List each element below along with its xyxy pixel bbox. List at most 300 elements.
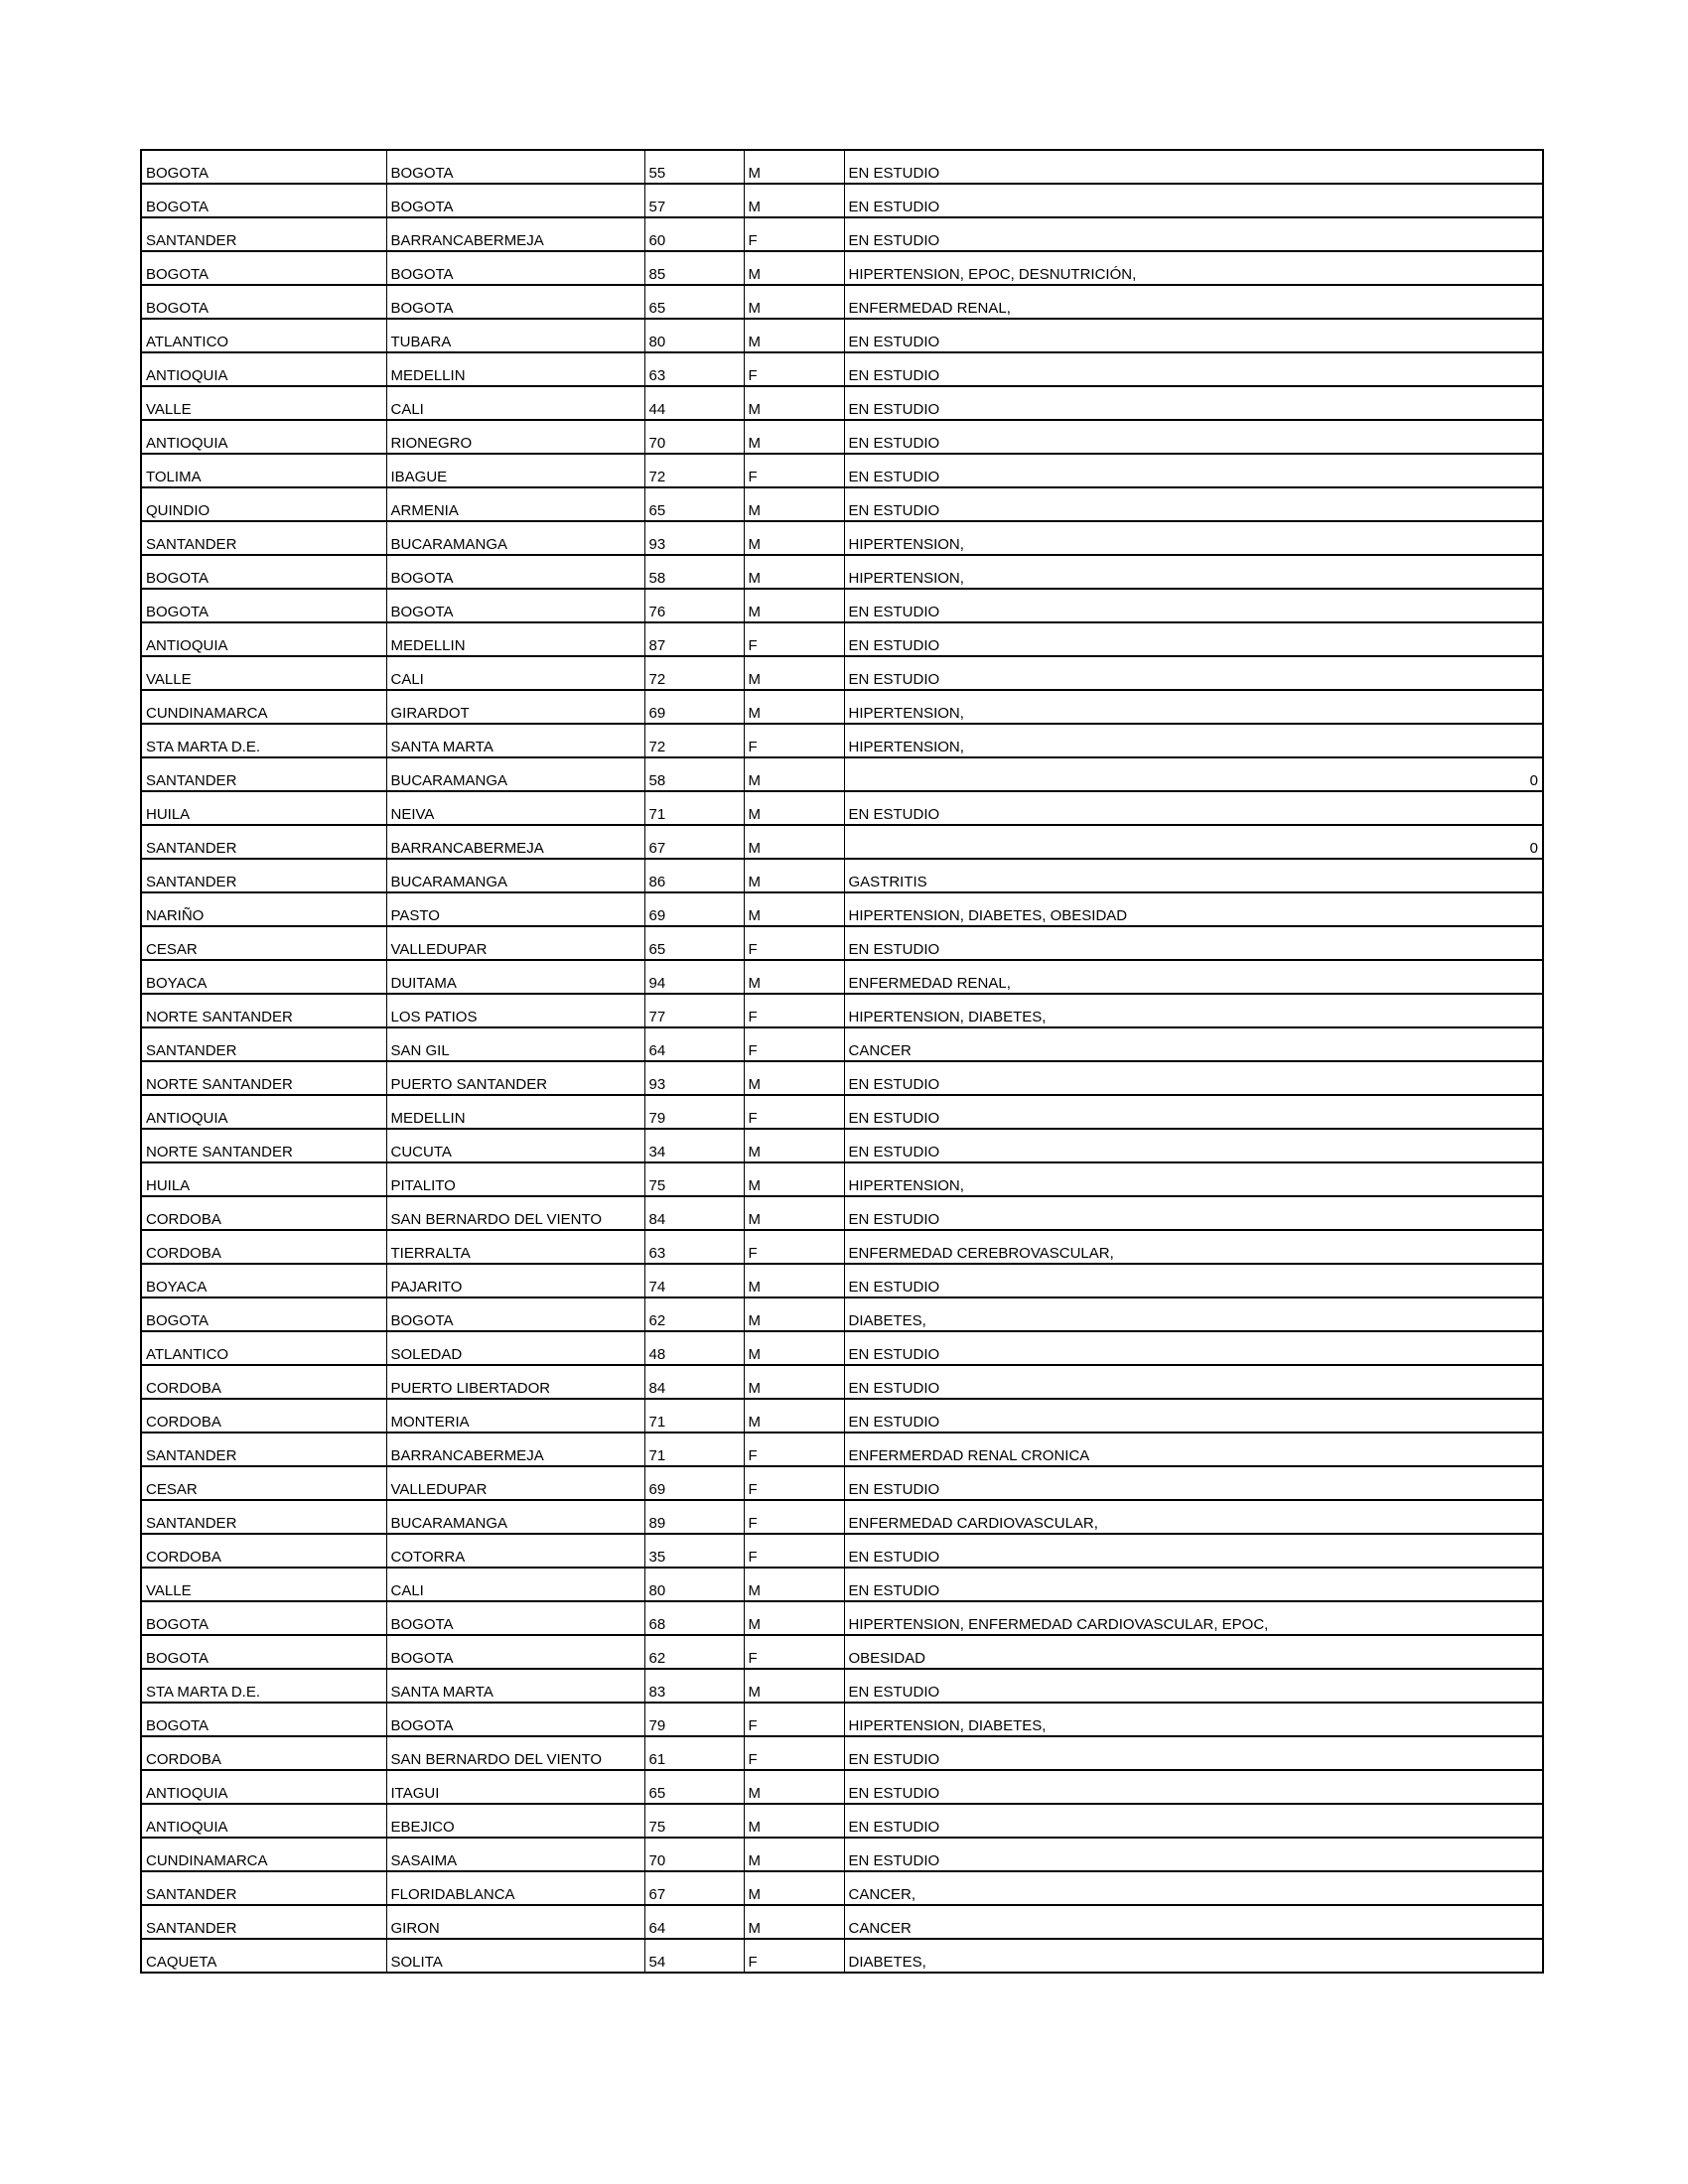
comorbidity-cell: EN ESTUDIO [844, 1061, 1543, 1095]
municipality-cell: TIERRALTA [386, 1230, 644, 1264]
age-cell: 71 [644, 1399, 744, 1433]
municipality-cell: FLORIDABLANCA [386, 1871, 644, 1905]
municipality-cell: SASAIMA [386, 1838, 644, 1871]
table-row [141, 420, 1543, 454]
table-row [141, 1230, 1543, 1264]
sex-cell: M [744, 420, 844, 454]
comorbidity-cell: ENFERMEDAD CARDIOVASCULAR, [844, 1500, 1543, 1534]
department-cell: SANTANDER [141, 1433, 386, 1466]
age-cell: 63 [644, 1230, 744, 1264]
comorbidity-cell: 0 [844, 757, 1543, 791]
department-cell: BOGOTA [141, 251, 386, 285]
municipality-cell: MEDELLIN [386, 622, 644, 656]
sex-cell: M [744, 1871, 844, 1905]
comorbidity-cell: EN ESTUDIO [844, 1568, 1543, 1601]
table-row [141, 960, 1543, 994]
department-cell: ANTIOQUIA [141, 1804, 386, 1838]
department-cell: CORDOBA [141, 1196, 386, 1230]
table-row [141, 994, 1543, 1027]
department-cell: BOGOTA [141, 150, 386, 184]
age-cell: 84 [644, 1365, 744, 1399]
sex-cell: M [744, 1331, 844, 1365]
comorbidity-cell: ENFERMEDAD CEREBROVASCULAR, [844, 1230, 1543, 1264]
department-cell: BOGOTA [141, 1635, 386, 1669]
sex-cell: M [744, 1399, 844, 1433]
sex-cell: M [744, 1297, 844, 1331]
department-cell: STA MARTA D.E. [141, 1669, 386, 1703]
table-row [141, 1703, 1543, 1736]
comorbidity-cell: GASTRITIS [844, 859, 1543, 892]
age-cell: 65 [644, 1770, 744, 1804]
age-cell: 34 [644, 1129, 744, 1162]
municipality-cell: TUBARA [386, 319, 644, 352]
sex-cell: F [744, 724, 844, 757]
age-cell: 44 [644, 386, 744, 420]
table-body [141, 150, 1543, 1973]
sex-cell: M [744, 1196, 844, 1230]
sex-cell: F [744, 1534, 844, 1568]
table-row [141, 1905, 1543, 1939]
age-cell: 79 [644, 1703, 744, 1736]
table-row [141, 386, 1543, 420]
age-cell: 93 [644, 521, 744, 555]
comorbidity-cell: CANCER [844, 1905, 1543, 1939]
sex-cell: M [744, 1568, 844, 1601]
sex-cell: M [744, 825, 844, 859]
table-row [141, 1601, 1543, 1635]
municipality-cell: GIRARDOT [386, 690, 644, 724]
table-row [141, 1534, 1543, 1568]
department-cell: ANTIOQUIA [141, 420, 386, 454]
municipality-cell: PAJARITO [386, 1264, 644, 1297]
table-row [141, 589, 1543, 622]
table-row [141, 1500, 1543, 1534]
department-cell: HUILA [141, 1162, 386, 1196]
comorbidity-cell: ENFERMERDAD RENAL CRONICA [844, 1433, 1543, 1466]
municipality-cell: SOLEDAD [386, 1331, 644, 1365]
age-cell: 64 [644, 1905, 744, 1939]
comorbidity-cell: HIPERTENSION, EPOC, DESNUTRICIÓN, [844, 251, 1543, 285]
comorbidity-cell: HIPERTENSION, [844, 521, 1543, 555]
comorbidity-cell: EN ESTUDIO [844, 1804, 1543, 1838]
comorbidity-cell: EN ESTUDIO [844, 1399, 1543, 1433]
department-cell: QUINDIO [141, 487, 386, 521]
age-cell: 72 [644, 454, 744, 487]
age-cell: 70 [644, 1838, 744, 1871]
municipality-cell: PUERTO SANTANDER [386, 1061, 644, 1095]
municipality-cell: BOGOTA [386, 150, 644, 184]
sex-cell: F [744, 1433, 844, 1466]
age-cell: 72 [644, 724, 744, 757]
age-cell: 62 [644, 1635, 744, 1669]
table-row [141, 1095, 1543, 1129]
department-cell: CESAR [141, 1466, 386, 1500]
department-cell: SANTANDER [141, 859, 386, 892]
department-cell: VALLE [141, 386, 386, 420]
municipality-cell: CUCUTA [386, 1129, 644, 1162]
age-cell: 35 [644, 1534, 744, 1568]
department-cell: SANTANDER [141, 825, 386, 859]
municipality-cell: BUCARAMANGA [386, 521, 644, 555]
table-row [141, 150, 1543, 184]
table-row [141, 319, 1543, 352]
sex-cell: M [744, 386, 844, 420]
comorbidity-cell: EN ESTUDIO [844, 150, 1543, 184]
sex-cell: M [744, 1365, 844, 1399]
municipality-cell: BOGOTA [386, 251, 644, 285]
age-cell: 80 [644, 1568, 744, 1601]
municipality-cell: MEDELLIN [386, 352, 644, 386]
table-row [141, 1939, 1543, 1973]
table-row [141, 454, 1543, 487]
sex-cell: M [744, 1162, 844, 1196]
age-cell: 61 [644, 1736, 744, 1770]
municipality-cell: SAN BERNARDO DEL VIENTO [386, 1736, 644, 1770]
sex-cell: M [744, 690, 844, 724]
municipality-cell: BOGOTA [386, 184, 644, 217]
department-cell: BOGOTA [141, 1601, 386, 1635]
age-cell: 74 [644, 1264, 744, 1297]
table-row [141, 1568, 1543, 1601]
table-row [141, 1129, 1543, 1162]
comorbidity-cell: EN ESTUDIO [844, 1736, 1543, 1770]
age-cell: 86 [644, 859, 744, 892]
table-row [141, 1061, 1543, 1095]
department-cell: ANTIOQUIA [141, 352, 386, 386]
age-cell: 70 [644, 420, 744, 454]
age-cell: 67 [644, 1871, 744, 1905]
municipality-cell: MONTERIA [386, 1399, 644, 1433]
department-cell: NORTE SANTANDER [141, 994, 386, 1027]
age-cell: 75 [644, 1804, 744, 1838]
sex-cell: M [744, 285, 844, 319]
municipality-cell: BOGOTA [386, 1601, 644, 1635]
department-cell: NARIÑO [141, 892, 386, 926]
age-cell: 58 [644, 757, 744, 791]
municipality-cell: EBEJICO [386, 1804, 644, 1838]
age-cell: 72 [644, 656, 744, 690]
municipality-cell: BARRANCABERMEJA [386, 1433, 644, 1466]
table-row [141, 724, 1543, 757]
table-row [141, 1466, 1543, 1500]
sex-cell: F [744, 1703, 844, 1736]
sex-cell: F [744, 1939, 844, 1973]
comorbidity-cell: EN ESTUDIO [844, 791, 1543, 825]
department-cell: NORTE SANTANDER [141, 1129, 386, 1162]
age-cell: 65 [644, 487, 744, 521]
department-cell: CORDOBA [141, 1365, 386, 1399]
municipality-cell: SANTA MARTA [386, 724, 644, 757]
sex-cell: M [744, 1838, 844, 1871]
sex-cell: M [744, 791, 844, 825]
sex-cell: M [744, 859, 844, 892]
department-cell: CORDOBA [141, 1534, 386, 1568]
age-cell: 63 [644, 352, 744, 386]
age-cell: 83 [644, 1669, 744, 1703]
sex-cell: M [744, 1669, 844, 1703]
sex-cell: M [744, 150, 844, 184]
age-cell: 68 [644, 1601, 744, 1635]
comorbidity-cell: DIABETES, [844, 1939, 1543, 1973]
comorbidity-cell: 0 [844, 825, 1543, 859]
age-cell: 87 [644, 622, 744, 656]
municipality-cell: BOGOTA [386, 285, 644, 319]
age-cell: 48 [644, 1331, 744, 1365]
sex-cell: M [744, 319, 844, 352]
department-cell: BOGOTA [141, 555, 386, 589]
comorbidity-cell: EN ESTUDIO [844, 1770, 1543, 1804]
department-cell: VALLE [141, 1568, 386, 1601]
table-row [141, 1871, 1543, 1905]
comorbidity-cell: EN ESTUDIO [844, 1838, 1543, 1871]
sex-cell: M [744, 892, 844, 926]
age-cell: 71 [644, 791, 744, 825]
department-cell: BOGOTA [141, 589, 386, 622]
table-row [141, 521, 1543, 555]
table-row [141, 1399, 1543, 1433]
sex-cell: F [744, 454, 844, 487]
table-row [141, 1770, 1543, 1804]
sex-cell: F [744, 352, 844, 386]
sex-cell: M [744, 1061, 844, 1095]
department-cell: STA MARTA D.E. [141, 724, 386, 757]
municipality-cell: BUCARAMANGA [386, 859, 644, 892]
municipality-cell: ITAGUI [386, 1770, 644, 1804]
comorbidity-cell: EN ESTUDIO [844, 1365, 1543, 1399]
table-row [141, 1027, 1543, 1061]
municipality-cell: DUITAMA [386, 960, 644, 994]
age-cell: 65 [644, 285, 744, 319]
comorbidity-cell: EN ESTUDIO [844, 926, 1543, 960]
comorbidity-cell: EN ESTUDIO [844, 352, 1543, 386]
department-cell: ANTIOQUIA [141, 1095, 386, 1129]
table-row [141, 1669, 1543, 1703]
comorbidity-cell: ENFERMEDAD RENAL, [844, 960, 1543, 994]
age-cell: 60 [644, 217, 744, 251]
sex-cell: F [744, 1027, 844, 1061]
municipality-cell: CALI [386, 386, 644, 420]
table-row [141, 1635, 1543, 1669]
comorbidity-cell: HIPERTENSION, [844, 690, 1543, 724]
table-row [141, 926, 1543, 960]
comorbidity-cell: HIPERTENSION, DIABETES, [844, 994, 1543, 1027]
department-cell: SANTANDER [141, 1500, 386, 1534]
municipality-cell: BOGOTA [386, 555, 644, 589]
department-cell: ATLANTICO [141, 319, 386, 352]
municipality-cell: SAN GIL [386, 1027, 644, 1061]
comorbidity-cell: HIPERTENSION, [844, 555, 1543, 589]
sex-cell: F [744, 217, 844, 251]
comorbidity-cell: EN ESTUDIO [844, 319, 1543, 352]
department-cell: VALLE [141, 656, 386, 690]
age-cell: 62 [644, 1297, 744, 1331]
age-cell: 57 [644, 184, 744, 217]
table-row [141, 690, 1543, 724]
sex-cell: F [744, 1736, 844, 1770]
age-cell: 93 [644, 1061, 744, 1095]
table-row [141, 1297, 1543, 1331]
comorbidity-cell: DIABETES, [844, 1297, 1543, 1331]
comorbidity-cell: EN ESTUDIO [844, 1129, 1543, 1162]
comorbidity-cell: EN ESTUDIO [844, 217, 1543, 251]
municipality-cell: BOGOTA [386, 1703, 644, 1736]
comorbidity-cell: EN ESTUDIO [844, 420, 1543, 454]
municipality-cell: SANTA MARTA [386, 1669, 644, 1703]
department-cell: CORDOBA [141, 1230, 386, 1264]
table-row [141, 487, 1543, 521]
age-cell: 79 [644, 1095, 744, 1129]
municipality-cell: BOGOTA [386, 1635, 644, 1669]
sex-cell: M [744, 1129, 844, 1162]
table-row [141, 825, 1543, 859]
sex-cell: M [744, 555, 844, 589]
age-cell: 76 [644, 589, 744, 622]
table-row [141, 1433, 1543, 1466]
comorbidity-cell: EN ESTUDIO [844, 656, 1543, 690]
comorbidity-cell: HIPERTENSION, [844, 724, 1543, 757]
comorbidity-cell: HIPERTENSION, ENFERMEDAD CARDIOVASCULAR, EPOC, [844, 1601, 1543, 1635]
table-row [141, 859, 1543, 892]
comorbidity-cell: EN ESTUDIO [844, 487, 1543, 521]
department-cell: ANTIOQUIA [141, 1770, 386, 1804]
sex-cell: M [744, 184, 844, 217]
municipality-cell: SOLITA [386, 1939, 644, 1973]
comorbidity-cell: OBESIDAD [844, 1635, 1543, 1669]
comorbidity-cell: CANCER [844, 1027, 1543, 1061]
municipality-cell: VALLEDUPAR [386, 1466, 644, 1500]
department-cell: BOGOTA [141, 1703, 386, 1736]
sex-cell: M [744, 757, 844, 791]
municipality-cell: PUERTO LIBERTADOR [386, 1365, 644, 1399]
department-cell: SANTANDER [141, 521, 386, 555]
age-cell: 69 [644, 1466, 744, 1500]
comorbidity-cell: EN ESTUDIO [844, 454, 1543, 487]
department-cell: BOGOTA [141, 285, 386, 319]
comorbidity-cell: HIPERTENSION, DIABETES, [844, 1703, 1543, 1736]
department-cell: BOGOTA [141, 184, 386, 217]
age-cell: 80 [644, 319, 744, 352]
sex-cell: M [744, 1264, 844, 1297]
sex-cell: M [744, 251, 844, 285]
sex-cell: M [744, 487, 844, 521]
age-cell: 77 [644, 994, 744, 1027]
table-row [141, 555, 1543, 589]
age-cell: 64 [644, 1027, 744, 1061]
municipality-cell: COTORRA [386, 1534, 644, 1568]
municipality-cell: BOGOTA [386, 1297, 644, 1331]
table-row [141, 892, 1543, 926]
municipality-cell: BUCARAMANGA [386, 1500, 644, 1534]
sex-cell: M [744, 1601, 844, 1635]
municipality-cell: NEIVA [386, 791, 644, 825]
municipality-cell: CALI [386, 656, 644, 690]
municipality-cell: SAN BERNARDO DEL VIENTO [386, 1196, 644, 1230]
department-cell: CUNDINAMARCA [141, 690, 386, 724]
municipality-cell: PITALITO [386, 1162, 644, 1196]
department-cell: SANTANDER [141, 1027, 386, 1061]
table-row [141, 1365, 1543, 1399]
age-cell: 85 [644, 251, 744, 285]
age-cell: 69 [644, 892, 744, 926]
department-cell: CESAR [141, 926, 386, 960]
age-cell: 89 [644, 1500, 744, 1534]
municipality-cell: CALI [386, 1568, 644, 1601]
municipality-cell: ARMENIA [386, 487, 644, 521]
table-row [141, 184, 1543, 217]
table-row [141, 791, 1543, 825]
data-table [140, 149, 1544, 1974]
sex-cell: F [744, 622, 844, 656]
table-row [141, 1264, 1543, 1297]
sex-cell: F [744, 926, 844, 960]
municipality-cell: BARRANCABERMEJA [386, 217, 644, 251]
age-cell: 84 [644, 1196, 744, 1230]
comorbidity-cell: EN ESTUDIO [844, 622, 1543, 656]
department-cell: TOLIMA [141, 454, 386, 487]
department-cell: HUILA [141, 791, 386, 825]
sex-cell: M [744, 656, 844, 690]
table-row [141, 1162, 1543, 1196]
municipality-cell: BUCARAMANGA [386, 757, 644, 791]
department-cell: CORDOBA [141, 1399, 386, 1433]
sex-cell: F [744, 1635, 844, 1669]
sex-cell: M [744, 1770, 844, 1804]
department-cell: BOYACA [141, 960, 386, 994]
sex-cell: M [744, 589, 844, 622]
department-cell: SANTANDER [141, 757, 386, 791]
table-row [141, 251, 1543, 285]
table-row [141, 285, 1543, 319]
table-row [141, 352, 1543, 386]
department-cell: ANTIOQUIA [141, 622, 386, 656]
department-cell: NORTE SANTANDER [141, 1061, 386, 1095]
table-row [141, 656, 1543, 690]
sex-cell: F [744, 1095, 844, 1129]
age-cell: 54 [644, 1939, 744, 1973]
sex-cell: F [744, 994, 844, 1027]
age-cell: 67 [644, 825, 744, 859]
table-row [141, 1331, 1543, 1365]
department-cell: BOGOTA [141, 1297, 386, 1331]
table-row [141, 757, 1543, 791]
municipality-cell: GIRON [386, 1905, 644, 1939]
comorbidity-cell: EN ESTUDIO [844, 1331, 1543, 1365]
table-row [141, 217, 1543, 251]
department-cell: SANTANDER [141, 1905, 386, 1939]
department-cell: CUNDINAMARCA [141, 1838, 386, 1871]
sex-cell: M [744, 1905, 844, 1939]
municipality-cell: LOS PATIOS [386, 994, 644, 1027]
sex-cell: F [744, 1500, 844, 1534]
municipality-cell: IBAGUE [386, 454, 644, 487]
comorbidity-cell: HIPERTENSION, [844, 1162, 1543, 1196]
table-row [141, 1838, 1543, 1871]
age-cell: 75 [644, 1162, 744, 1196]
age-cell: 69 [644, 690, 744, 724]
comorbidity-cell: EN ESTUDIO [844, 1095, 1543, 1129]
sex-cell: M [744, 960, 844, 994]
comorbidity-cell: ENFERMEDAD RENAL, [844, 285, 1543, 319]
municipality-cell: RIONEGRO [386, 420, 644, 454]
sex-cell: F [744, 1466, 844, 1500]
comorbidity-cell: EN ESTUDIO [844, 1466, 1543, 1500]
table-row [141, 1196, 1543, 1230]
comorbidity-cell: EN ESTUDIO [844, 1669, 1543, 1703]
age-cell: 55 [644, 150, 744, 184]
sex-cell: M [744, 521, 844, 555]
department-cell: CORDOBA [141, 1736, 386, 1770]
department-cell: CAQUETA [141, 1939, 386, 1973]
